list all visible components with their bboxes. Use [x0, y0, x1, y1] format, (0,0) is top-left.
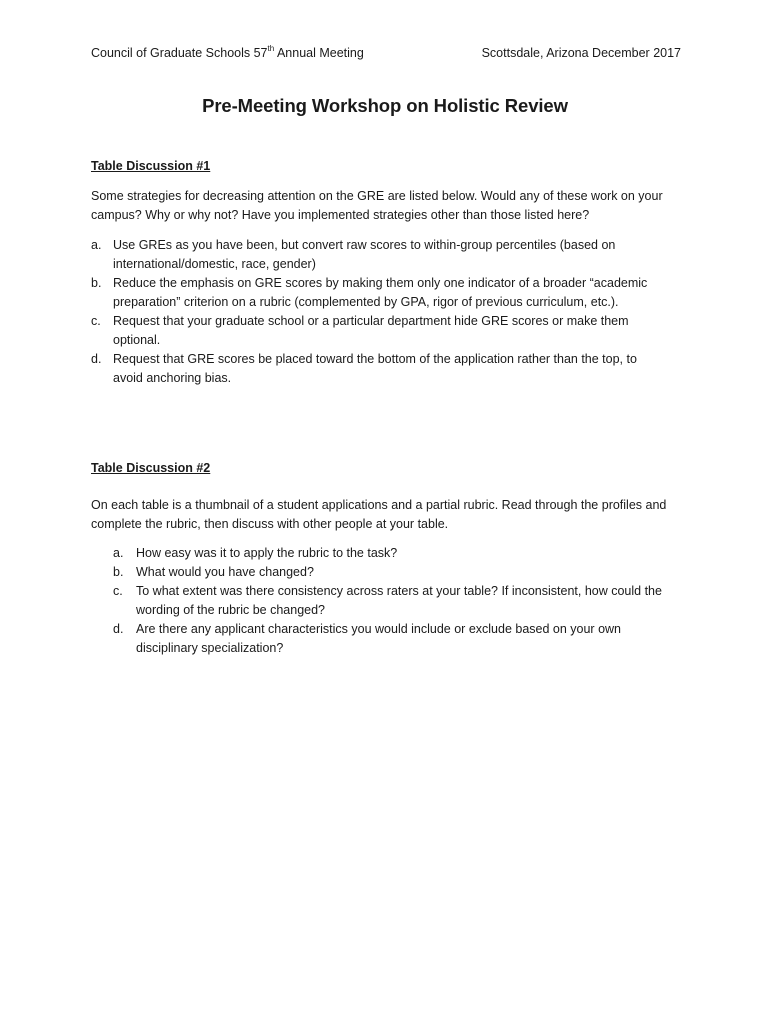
- list-item: [113, 563, 683, 582]
- list-item-text: Request that your graduate school or a particular department hide GRE scores or make them optional.: [113, 314, 629, 347]
- list-marker: a.: [113, 546, 124, 560]
- list-marker: d.: [113, 622, 124, 636]
- page-title: Pre-Meeting Workshop on Holistic Review: [202, 95, 568, 116]
- list-marker: c.: [113, 584, 123, 598]
- list-marker: a.: [91, 238, 102, 252]
- list-item: [113, 620, 683, 658]
- list-marker: c.: [91, 314, 101, 328]
- section-heading-discussion-1: Table Discussion #1: [91, 159, 211, 173]
- list-item-text: Use GREs as you have been, but convert raw scores to within-group percentiles (based on international/domestic, race, gender): [113, 238, 616, 271]
- list-item-text: Reduce the emphasis on GRE scores by making them only one indicator of a broader “academic preparation” criterion on a rubric (complemented by GPA, rigor of previous curriculum, etc.).: [113, 276, 648, 309]
- list-item-text: How easy was it to apply the rubric to the task?: [136, 546, 398, 560]
- list-item: [91, 312, 661, 350]
- list-item: [91, 350, 661, 388]
- section-heading-discussion-2: Table Discussion #2: [91, 461, 211, 475]
- list-item-text: Request that GRE scores be placed toward the bottom of the application rather than the top, to avoid anchoring bias.: [113, 352, 637, 385]
- list-marker: b.: [113, 565, 124, 579]
- header-location-date: Scottsdale, Arizona December 2017: [481, 46, 681, 60]
- list-item: [113, 582, 683, 620]
- list-item: [91, 236, 661, 274]
- header-meeting-name: Council of Graduate Schools 57th Annual Meeting: [91, 44, 364, 60]
- section-intro-discussion-1: Some strategies for decreasing attention on the GRE are listed below. Would any of these work on your campus? Why or why not? Have you implemented strategies other than those listed here?: [91, 189, 663, 222]
- section-intro-discussion-2: On each table is a thumbnail of a student applications and a partial rubric. Read through the profiles and complete the rubric, then discuss with other people at your table.: [91, 498, 667, 531]
- strategy-list: [91, 236, 661, 388]
- list-marker: b.: [91, 276, 102, 290]
- list-item: [113, 544, 683, 563]
- list-item-text: What would you have changed?: [136, 565, 314, 579]
- question-list: [113, 544, 683, 658]
- list-item-text: To what extent was there consistency across raters at your table? If inconsistent, how could the wording of the rubric be changed?: [136, 584, 662, 617]
- list-marker: d.: [91, 352, 102, 366]
- list-item: [91, 274, 661, 312]
- page-header: [91, 46, 681, 66]
- list-item-text: Are there any applicant characteristics you would include or exclude based on your own disciplinary specialization?: [136, 622, 621, 655]
